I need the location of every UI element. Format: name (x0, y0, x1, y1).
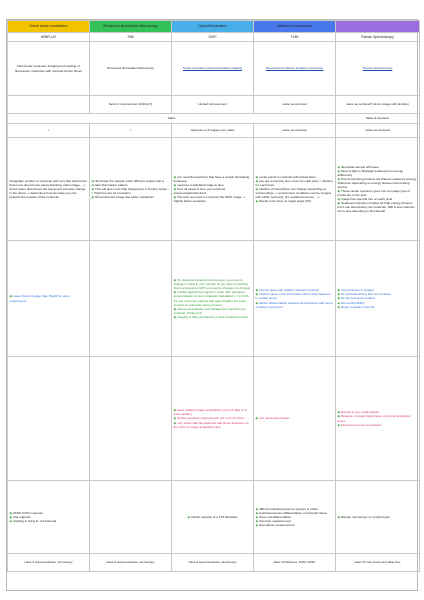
advantages-4-item: ◉ Allows differentiation between fluorophores with same emission spectrum? (255, 300, 333, 309)
advantages-4-text-2: Allows differentiation between fluorophores with same emission spectrum? (255, 300, 333, 309)
speed-row (8, 124, 420, 138)
speed-cell-5[interactable]: same as confocal (336, 124, 420, 138)
examples-1-text-1: dna origamic (13, 514, 31, 519)
advantages-4-item: ◉ Can be done with slightly changed confocal (255, 288, 319, 293)
resolution-cell-5[interactable]: same as confocal? (since image with pinhole) (336, 96, 420, 114)
principle-cell-5[interactable] (336, 138, 420, 241)
examples-4-text-0: different autofluorescence species in pollen (259, 506, 319, 511)
technique-cell-1[interactable]: MINFLUX (8, 33, 90, 42)
advantages-cell-5[interactable] (336, 241, 420, 357)
examples-1-item: ◉ tracking in living E. coli bacteria (9, 519, 57, 523)
class-row (8, 554, 420, 572)
principle-4-item: ◉ Lifetime of fluorophore can change depending on surroundings -> environment conditions can be imaged with FLIM. (viscosity, pH, autofluorescence, ...) (255, 186, 331, 200)
description-cell-5[interactable] (336, 42, 420, 96)
principle-3-text-2: from all pixels in time you construct autocorrelationfunctions (173, 186, 226, 195)
principle-5-item: ◉ These raman spectrum goes into an image type of bonds are in the spot (337, 189, 410, 198)
examples-cell-4[interactable] (254, 481, 336, 554)
principle-cell-4[interactable] (254, 138, 336, 241)
examples-4-text-1: Autofluorescence differentiation of stomach tissue (258, 510, 328, 515)
description-link-3[interactable]: Super-resolution optical fluctuation imaging (182, 66, 243, 71)
disadvantages-5-item: ◉ Fluorescence can overwhelm (337, 422, 382, 427)
description-row (8, 42, 420, 96)
advantages-5-item: ◉ Better resolution than IR (337, 304, 375, 309)
disadvantages-3-item: ◉ need multiple image acquisitions (more if data is of lower quality) (173, 408, 247, 417)
advantages-3-text-2: improved resolution and background rejection (not confocal, infinite psf) (173, 306, 246, 315)
examples-4-item: ◉ Viscosity measurement (255, 519, 292, 523)
principle-4-item: ◉ you get a intensity time curve for each pixel -> lifetime for each pixel (255, 178, 333, 187)
disadvantages-4-text: you need pulsed laser (259, 416, 290, 421)
advantages-5-item: ◉ No photobleaching and non-invasive (337, 292, 392, 297)
principle-2-item: ◉ This will give more high frequencies in Fourier space -> High freq are for resolution (91, 186, 169, 195)
advantages-3-text-3: imaging is fully specified by a clear analytical model (177, 314, 248, 319)
comparison-table (7, 20, 420, 572)
principle-5-item: ◉ Part of incoming photons are Raman scattered (energy difference depending on energy between the binding atoms) (337, 176, 417, 189)
advantages-row (8, 241, 420, 357)
disadvantages-3-text-1: limited resolution improvement (2x to 3x for FPs) (177, 416, 244, 421)
resolution-cell-1[interactable] (8, 96, 90, 114)
examples-3-text: tubulin network of a 3T3 fibroblast (191, 514, 238, 519)
advantages-cell-2[interactable] (90, 241, 172, 357)
principle-2-text-1: This will give more high frequencies in Fourier space -> High freq are for resolution (91, 186, 169, 195)
disadvantages-cell-4[interactable]: ◉ you need pulsed laser (254, 357, 336, 481)
disadvantages-3-item: ◉ limited resolution improvement (2x to 3x for FPs) (173, 416, 244, 421)
technique-cell-5[interactable]: Raman Spectroscopy (336, 33, 420, 42)
disadvantages-5-text-1: Because of weak signal takes very long acquisition times (337, 414, 411, 423)
description-cell-1[interactable]: Nanometer resolution imaging and tracking of fluorescent molecules with minimal photon fluxes (8, 42, 90, 96)
examples-cell-3[interactable]: ◉ tubulin network of a 3T3 fibroblast (172, 481, 254, 554)
examples-5-text: Raman microscopy on lymphocytes (341, 514, 390, 519)
principle-3-item: ◉ measure a widefield image in time (173, 182, 224, 187)
examples-1-text-2: tracking in living E. coli bacteria (13, 519, 57, 523)
principle-2-item: ◉ Reconstructed image has better resolution! (91, 195, 155, 200)
spreadsheet (6, 19, 418, 591)
examples-1-item: ◉ dna origamic (9, 514, 31, 519)
examples-cell-5[interactable]: ◉ Raman microscopy on lymphocytes (336, 481, 420, 554)
disadvantages-5-text-2: Fluorescence can overwhelm (341, 422, 382, 427)
principle-5-text-2: Part of incoming photons are Raman scattered (energy difference depending on energy between the binding atoms) (337, 176, 417, 189)
header-cell-1[interactable]: Direct beam modulation (8, 21, 90, 33)
disadvantages-5-item: ◉ Raman is very weak signal! (337, 410, 379, 415)
advantages-cell-4[interactable] (254, 241, 336, 357)
principle-3-item: ◉ you need fluorophores that have a certain fluctuating behaviour (173, 174, 250, 183)
class-cell-2[interactable]: class 9 superresolution microscopy (90, 554, 172, 572)
technique-cell-4[interactable]: FLIM (254, 33, 336, 42)
resolution-cell-2[interactable]: factor 2 improvement (100nm?) (90, 96, 172, 114)
disadvantages-row (8, 357, 420, 481)
header-cell-2[interactable]: Structured illumination Microscopy (90, 21, 172, 33)
disadvantages-cell-3[interactable] (172, 357, 254, 481)
description-cell-3[interactable] (172, 42, 254, 96)
disadvantages-3-item: ◉ only works with fluorophores that show dynamics on the order of image acquisition time (173, 420, 249, 429)
principle-4-text-2: Lifetime of fluorophore can change depending on surroundings -> environment conditions can be imaged with FLIM. (viscosity, pH, autofluorescence, ...) (255, 186, 331, 200)
description-cell-4[interactable] (254, 42, 336, 96)
advantages-5-item: ◉ Chemical info in images (337, 288, 374, 293)
class-cell-4[interactable]: class 10 lifetimes, FLIM, FRET (254, 554, 336, 572)
description-cell-2[interactable]: Structured Illumination Microscopy (90, 42, 172, 96)
principle-3-text-3: The ACF are used to construct the SOFI image -> slightly better resolution (173, 195, 246, 204)
principle-5-text-5: Scattered intensity is higher for high energy photons but it can also destroy the molecule. NIR is less intensity but is less absorbing in biomaterial (337, 201, 415, 214)
mode-row (8, 114, 420, 124)
principle-5-item: ◉ Illuminate sample with laser (337, 164, 380, 169)
examples-1-item: ◉ ATRO 647N molecule (9, 510, 43, 515)
speed-cell-1[interactable]: / (8, 124, 90, 138)
principle-3-text-0: you need fluorophores that have a certain fluctuating behaviour (173, 174, 250, 183)
description-link-4[interactable]: Fluorescence lifetime imaging microscopy (265, 66, 324, 71)
header-cell-4[interactable]: Lifetime measurement (254, 21, 336, 33)
examples-4-item: ◉ different autofluorescence species in pollen (255, 506, 319, 511)
class-cell-1[interactable]: class 9 superresolution microscopy (8, 554, 90, 572)
speed-cell-4[interactable]: same as confocal (254, 124, 336, 138)
disadvantages-5-text-0: Raman is very weak signal! (341, 410, 379, 415)
advantages-3-item: ◉ imaging is fully specified by a clear analytical model (173, 314, 248, 319)
class-cell-5[interactable]: class 11 Non-linear and label free (336, 554, 420, 572)
principle-3-text-1: measure a widefield image in time (177, 182, 224, 187)
principle-4-item: ◉ Needs to be done at magic angle (52) (255, 199, 311, 204)
examples-4-text-4: fluorophore measurement (259, 523, 295, 528)
header-cell-3[interactable]: Optical fluctuation (172, 21, 254, 33)
header-row (8, 21, 420, 33)
advantages-3-item: ◉ reliable against low signal to noise ratio (because autocorrelation is low correlation calculation) -> in FCS it's one of the few signals that goes brighter the lower amount of molecules being present (173, 290, 249, 307)
advantages-cell-3[interactable] (172, 241, 254, 357)
examples-4-item: ◉ Autofluorescence differentiation of stomach tissue (255, 510, 328, 515)
principle-cell-2[interactable] (90, 138, 172, 241)
principle-4-text-1: you get a intensity time curve for each pixel -> lifetime for each pixel (255, 178, 333, 187)
resolution-row (8, 96, 420, 114)
disadvantages-cell-2[interactable] (90, 357, 172, 481)
speed-cell-2[interactable]: / (90, 124, 172, 138)
mode-cell-1[interactable]: Static (8, 114, 336, 124)
examples-cell-1[interactable] (8, 481, 90, 554)
examples-4-item: ◉ fluorophore measurement (255, 523, 295, 528)
technique-cell-2[interactable]: SIM (90, 33, 172, 42)
principle-5-item: ◉ Image has spectral info on each pixel (337, 197, 393, 202)
resolution-cell-3[interactable]: Limited improvement (172, 96, 254, 114)
principle-row (8, 138, 420, 241)
principle-5-text-1: Most of light is Rayleigh scattered (no energy difference) (337, 168, 403, 177)
class-cell-3[interactable]: class 9 superresolution microscopy (172, 554, 254, 572)
header-cell-5[interactable] (336, 21, 420, 33)
principle-2-item: ◉ Illuminate the sample under different angles with a certain illumination pattern (91, 178, 164, 187)
principle-2-text-2: Reconstructed image has better resolution! (95, 195, 155, 200)
disadvantages-cell-5[interactable] (336, 357, 420, 481)
advantages-3-text-1: reliable against low signal to noise ratio (because autocorrelation is low correlation calculation) -> in FCS it's one of the few signals that goes brighter the lower amount of molecules being present (173, 290, 249, 307)
principle-4-item: ◉ excite points in confocal with pulsed laser (255, 174, 316, 179)
principle-5-text-4: Image has spectral info on each pixel (341, 197, 393, 202)
disadvantages-5-item: ◉ Because of weak signal takes very long acquisition times (337, 414, 411, 423)
examples-row (8, 481, 420, 554)
principle-4-text-3: Needs to be done at magic angle (52) (259, 199, 311, 204)
advantages-3-text-0: On classical standard microscopes, you need to change or (lots) in your sample (if you have something that is expressing GFP you need to change it to dronpa) (173, 278, 251, 291)
advantages-4-text-1: Lifetime gives extra information about what happens in certain pixels (255, 292, 331, 301)
principle-5-text-3: These raman spectrum goes into an image type of bonds are in the spot (337, 189, 410, 198)
principle-5-item: ◉ Scattered intensity is higher for high energy photons but it can also destroy the molecule. NIR is less intensity but is less absorbing in biomaterial (337, 201, 415, 214)
examples-1-text-0: ATRO 647N molecule (12, 510, 43, 515)
disadvantages-3-text-0: need multiple image acquisitions (more if data is of lower quality) (173, 408, 247, 417)
principle-5-item: ◉ Most of light is Rayleigh scattered (no energy difference) (337, 168, 403, 177)
technique-row (8, 33, 420, 42)
examples-4-item: ◉ Stem cell differentiation (255, 514, 292, 519)
examples-4-text-3: Viscosity measurement (259, 519, 292, 523)
advantages-5-text-1: No photobleaching and non-invasive (341, 292, 392, 297)
advantages-5-item: ◉ Reconstructibility (337, 300, 365, 305)
principle-4-text-0: excite points in confocal with pulsed laser (259, 174, 316, 179)
advantages-3-item: ◉ improved resolution and background rejection (not confocal, infinite psf) (173, 306, 246, 315)
advantages-5-text-0: Chemical info in images (341, 288, 374, 293)
resolution-cell-4[interactable]: same as confocal (254, 96, 336, 114)
advantages-5-item: ◉ No fluorescence needed (337, 296, 375, 301)
principle-3-item: ◉ from all pixels in time you construct autocorrelationfunctions (173, 186, 226, 195)
technique-cell-3[interactable]: SOFI (172, 33, 254, 42)
advantages-1-text: lower photon budget than PALM for same experiments (9, 294, 70, 303)
principle-2-text-0: Illuminate the sample under different angles with a certain illumination pattern (91, 178, 164, 187)
advantages-3-item: ◉ On classical standard microscopes, you need to change or (lots) in your sample (if you have something that is expressing GFP you need to change it to dronpa) (173, 278, 251, 291)
principle-5-text-0: Illuminate sample with laser (341, 164, 380, 169)
advantages-5-text-2: No fluorescence needed (341, 296, 375, 301)
principle-3-item: ◉ The ACF are used to construct the SOFI image -> slightly better resolution (173, 195, 246, 204)
principle-cell-1[interactable]: triangulate position of molecule with very fast electronics that move donut beam along (tracking, static image, ...) donut beam determines the steepness intensity change in the donut -> determines how accurate you can pinpoint the position of the molecule (8, 138, 90, 241)
examples-4-text-2: Stem cell differentiation (259, 514, 292, 519)
disadvantages-3-text-2: only works with fluorophores that show dynamics on the order of image acquisition time (173, 420, 249, 429)
mode-cell-5[interactable]: Static & Dynamic (336, 114, 420, 124)
advantages-5-text-4: Better resolution than IR (341, 304, 375, 309)
examples-cell-2[interactable] (90, 481, 172, 554)
description-link-5[interactable]: Raman Spectroscopy (362, 66, 393, 71)
disadvantages-cell-1[interactable] (8, 357, 90, 481)
principle-cell-3[interactable] (172, 138, 254, 241)
advantages-5-text-3: Reconstructibility (341, 300, 365, 305)
advantages-4-item: ◉ Lifetime gives extra information about what happens in certain pixels (255, 292, 331, 301)
advantages-4-text-0: Can be done with slightly changed confocal (259, 288, 319, 293)
advantages-cell-1[interactable]: ◉ lower photon budget than PALM for same experiments (8, 241, 90, 357)
speed-cell-3[interactable]: depends on # images you make (172, 124, 254, 138)
